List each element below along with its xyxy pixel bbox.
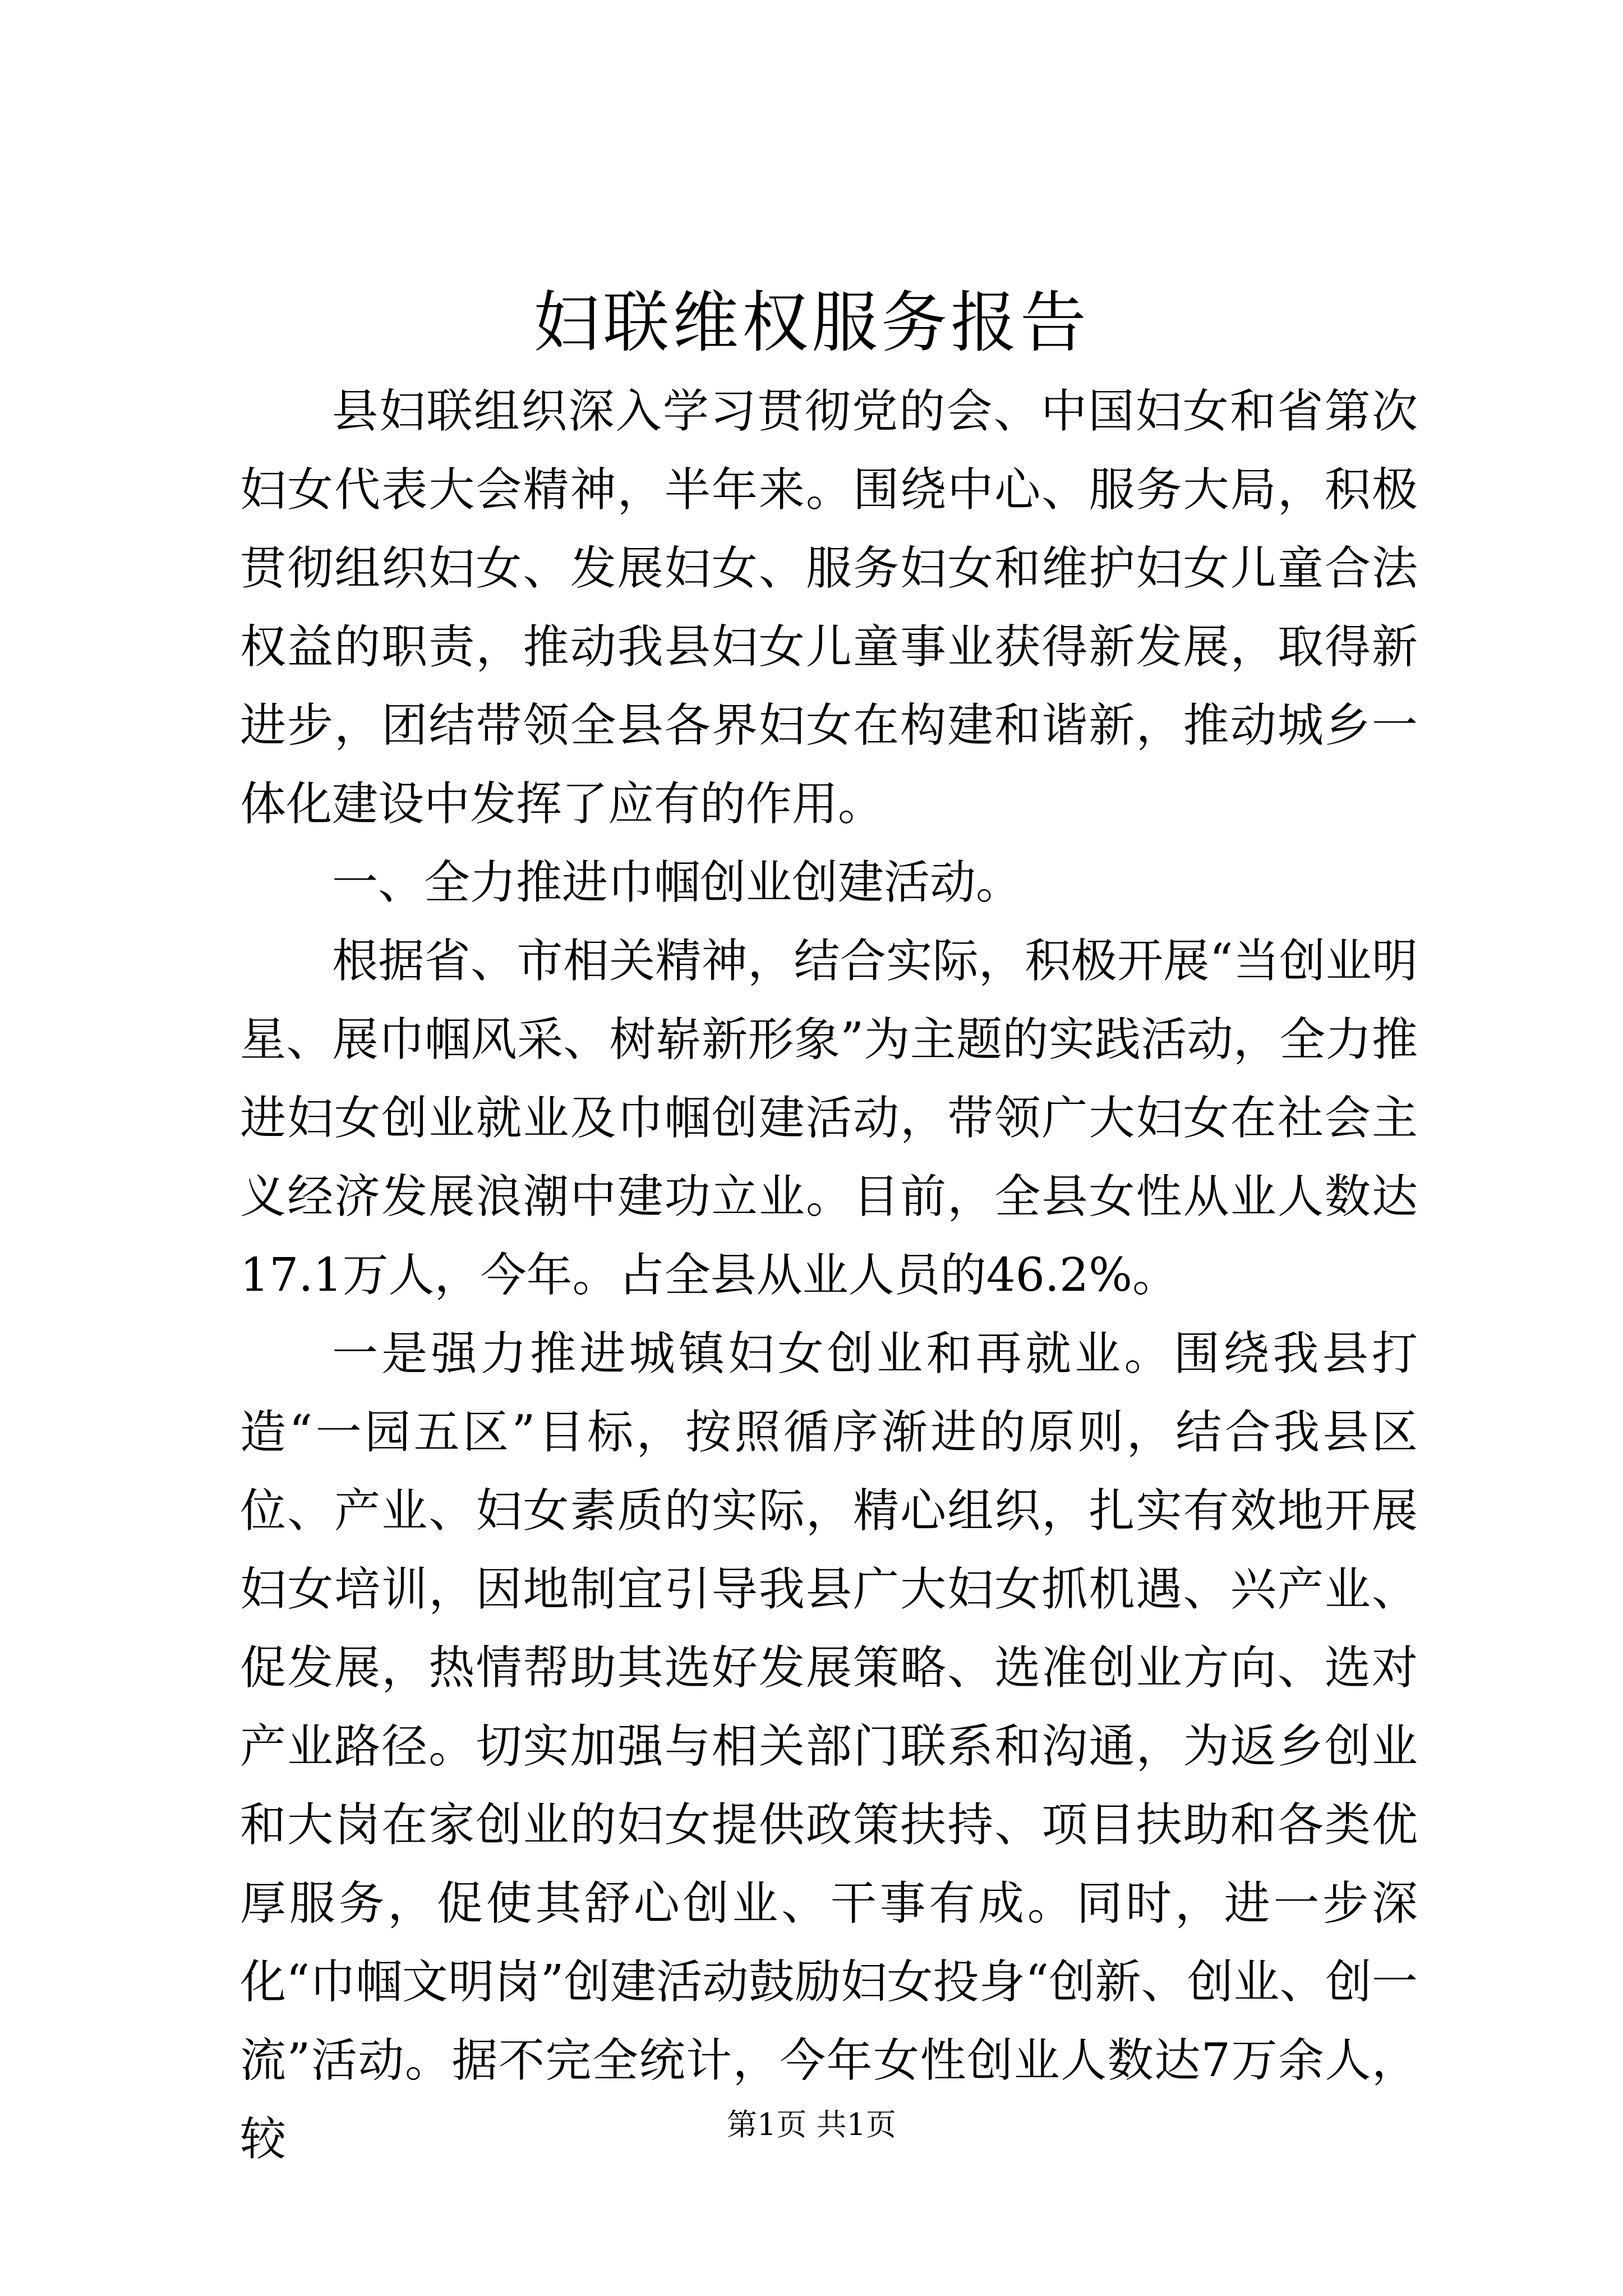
document-body xyxy=(240,372,1418,2179)
paragraph-urban-employment: 一是强力推进城镇妇女创业和再就业。围绕我县打造“一园五区”目标，按照循序渐进的原则，结合我县区位、产业、妇女素质的实际，精心组织，扎实有效地开展妇女培训，因地制宜引导我县广大妇女抓机遇、兴产业、促发展，热情帮助其选好发展策略、选准创业方向、选对产业路径。切实加强与相关部门联系和沟通，为返乡创业和大岗在家创业的妇女提供政策扶持、项目扶助和各类优厚服务，促使其舒心创业、干事有成。同时，进一步深化“巾帼文明岗”创建活动鼓励妇女投身“创新、创业、创一流”活动。据不完全统计，今年女性创业人数达7万余人，较 xyxy=(240,1327,1418,2166)
paragraph-activities: 根据省、市相关精神，结合实际，积极开展“当创业明星、展巾帼风采、树崭新形象”为主题的实践活动，全力推进妇女创业就业及巾帼创建活动，带领广大妇女在社会主义经济发展浪潮中建功立业。目前，全县女性从业人数达17.1万人，今年。占全县从业人员的46.2%。 xyxy=(240,935,1418,1302)
page-footer: 第1页 共1页 xyxy=(727,2107,896,2142)
paragraph-section-heading: 一、全力推进巾帼创业创建活动。 xyxy=(332,856,1022,909)
paragraph-intro: 县妇联组织深入学习贯彻党的会、中国妇女和省第次妇女代表大会精神，半年来。围绕中心、服务大局，积极贯彻组织妇女、发展妇女、服务妇女和维护妇女儿童合法权益的职责，推动我县妇女儿童事业获得新发展，取得新进步，团结带领全县各界妇女在构建和谐新，推动城乡一体化建设中发挥了应有的作用。 xyxy=(240,385,1418,831)
document-title: 妇联维权服务报告 xyxy=(533,284,1090,361)
